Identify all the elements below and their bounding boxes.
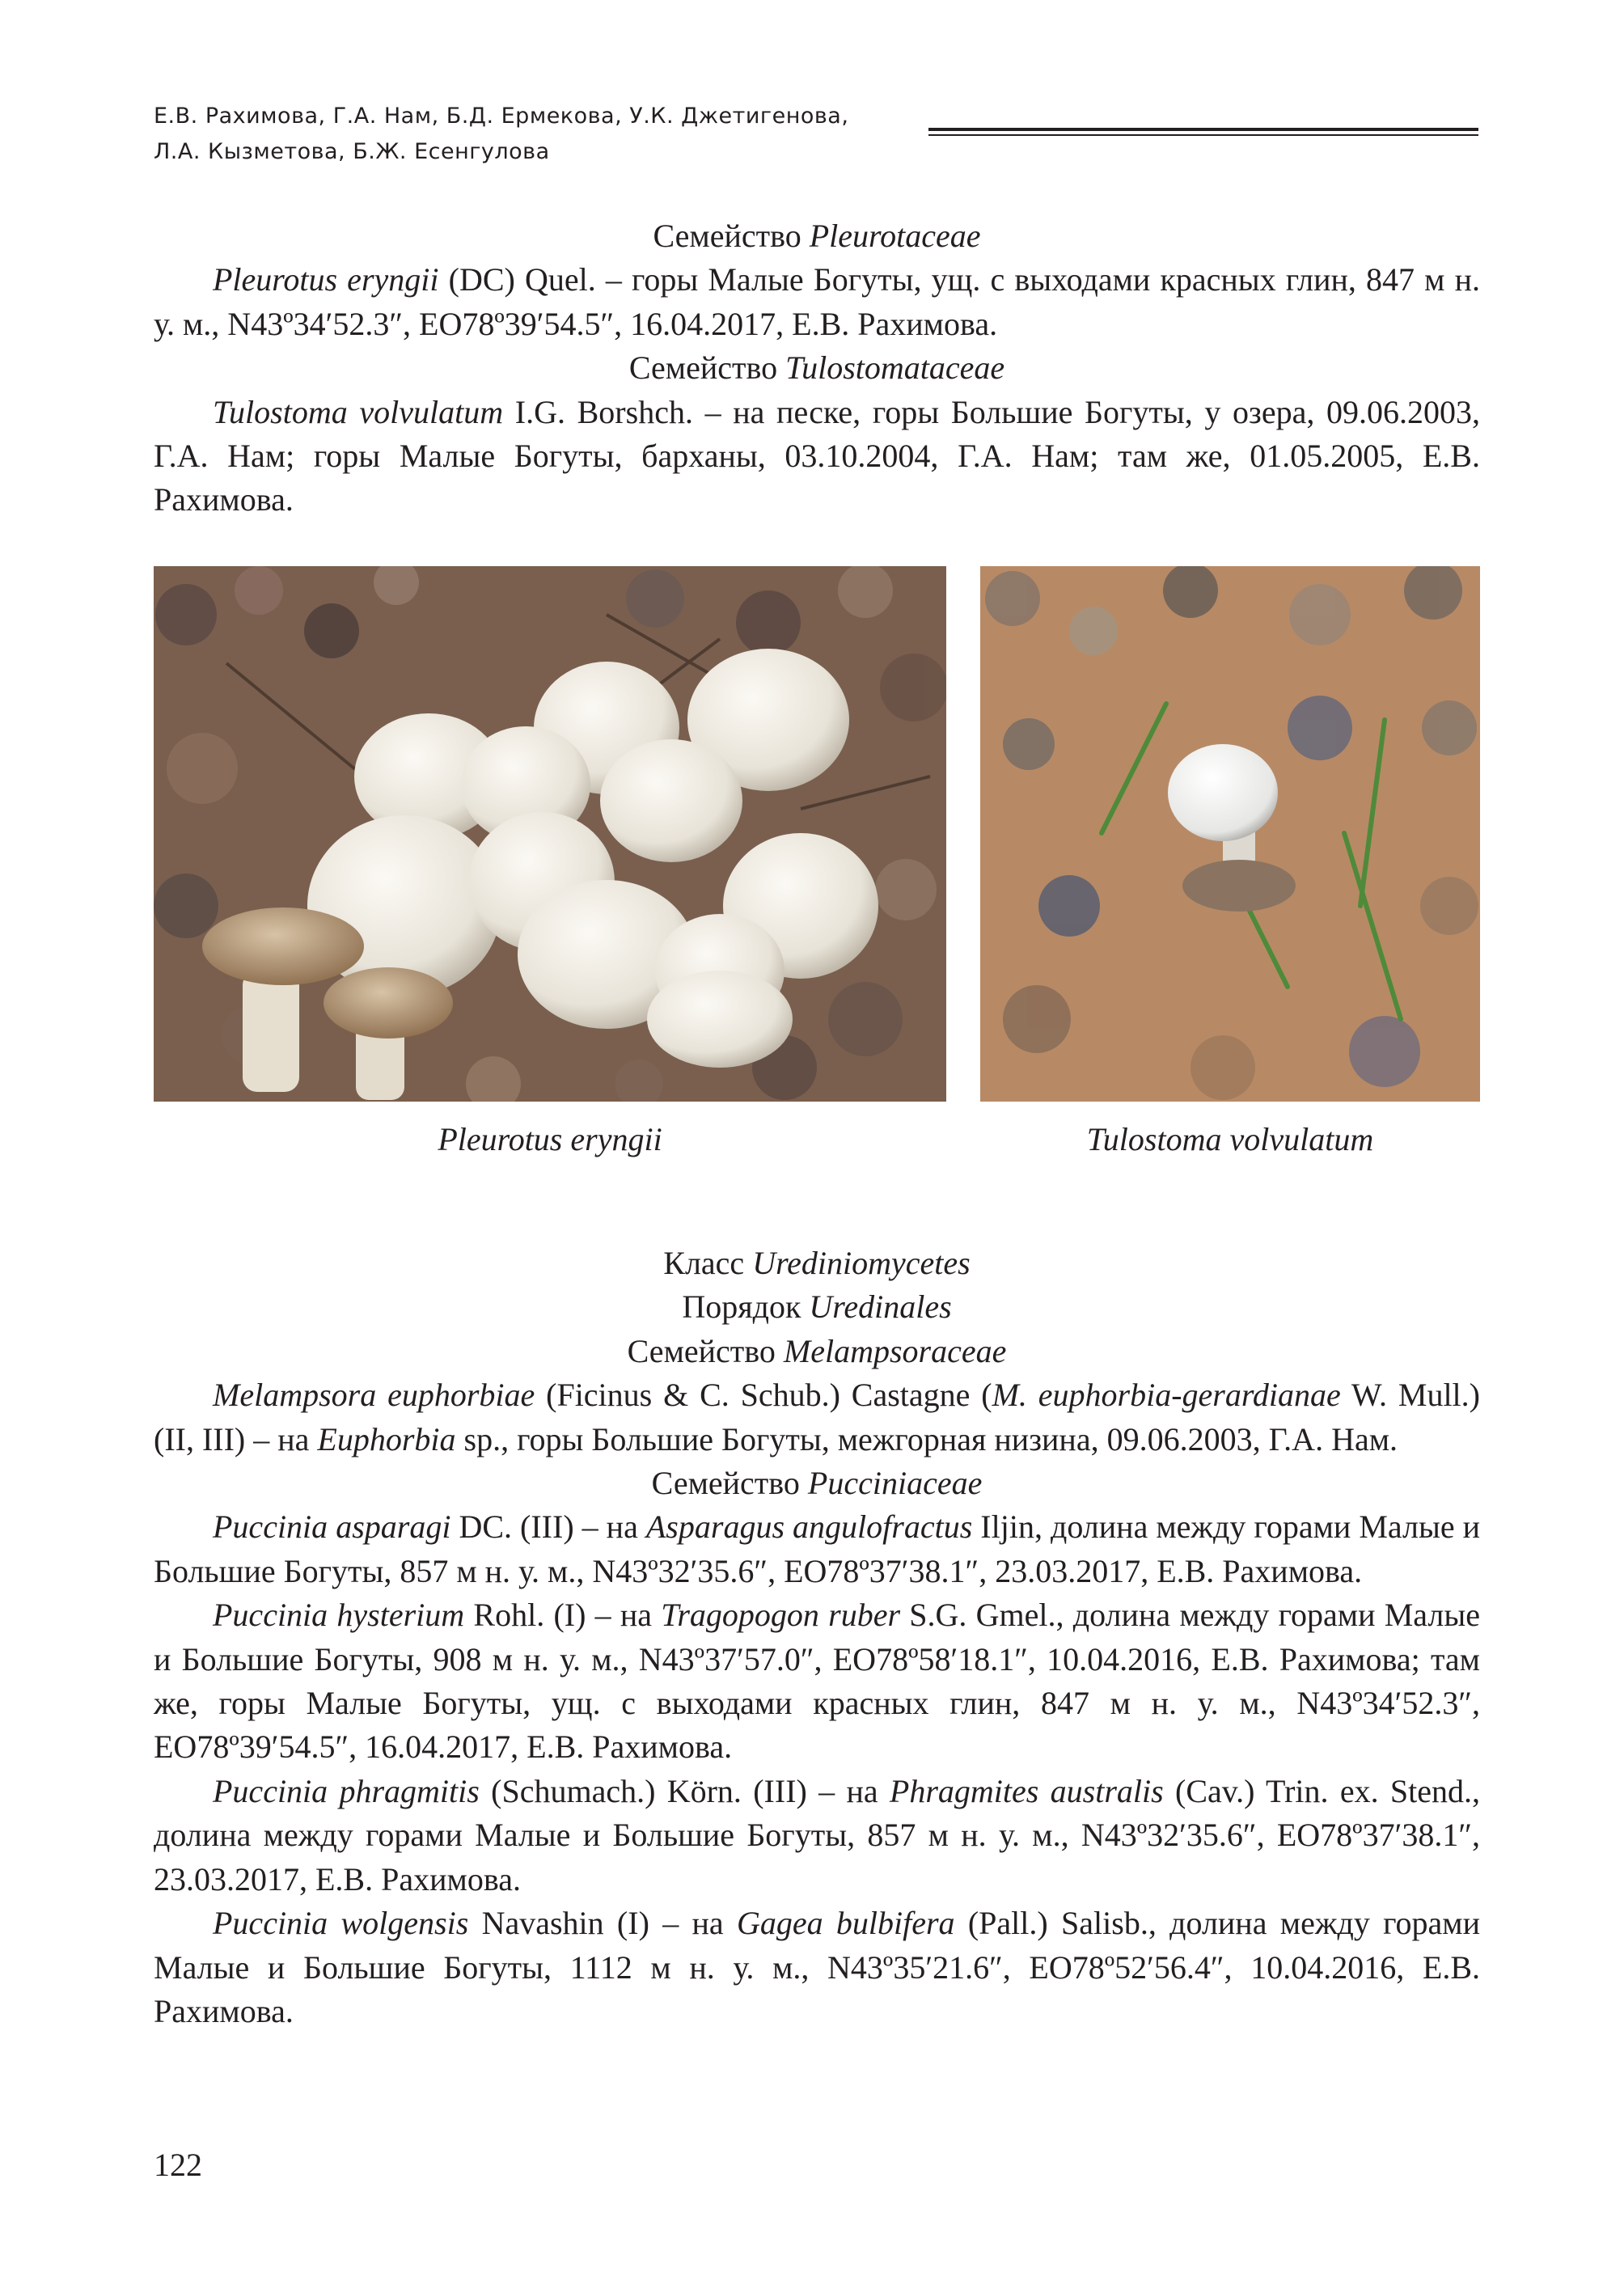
order-word: Порядок [682,1288,801,1326]
species-entry-pleurotus-eryngii [154,258,1480,346]
species-author: Navashin (I) – на [468,1905,737,1942]
section-urediniomycetes [154,1242,1480,2033]
species-author: (Ficinus & C. Schub.) Castagne ( [535,1377,992,1414]
header-rule-thick [928,128,1478,131]
species-name: Pleurotus eryngii [213,261,439,298]
class-heading [154,1242,1480,1285]
species-text: (Pall.) Salisb., долина между горами Малые и Большие Богуты, 1112 м н. у. м., N43º35′21.6″, EO78º52′56.4″, 10.04.2016, Е.В. Рахимова. [154,1905,1480,2029]
species-text: sp., горы Большие Богуты, межгорная низина, 09.06.2003, Г.А. Нам. [455,1420,1398,1457]
page-number: 122 [154,2147,202,2183]
family-heading-tulostomataceae [154,346,1480,390]
class-name: Urediniomycetes [752,1245,971,1281]
species-name: Puccinia hysterium [213,1597,465,1634]
species-author: DC. (III) – на [450,1508,646,1546]
species-text: (Cav.) Trin. ex. Stend., долина между горами Малые и Большие Богуты, 857 м н. у. м., N43º32′35.6″, EO78º37′38.1″, 23.03.2017, Е.В. Рахимова. [154,1772,1480,1897]
species-name: Puccinia wolgensis [213,1905,469,1942]
family-word: Семейство [627,1332,776,1369]
puffball-illustration [980,566,1480,1102]
species-name: Melampsora euphorbiae [213,1377,535,1414]
running-head-authors-line2: Л.А. Кызметова, Б.Ж. Есенгулова [154,139,550,164]
section-pleurotaceae-tulostomataceae [154,214,1480,522]
species-text: Iljin, долина между горами Малые и Большие Богуты, 857 м н. у. м., N43º32′35.6″, EO78º37′38.1″, 23.03.2017, Е.В. Рахимова. [154,1508,1481,1589]
species-entry-puccinia-phragmitis [154,1770,1480,1902]
species-text: I.G. Borshch. – на песке, горы Большие Богуты, у озера, 09.06.2003, Г.А. Нам; горы Малые Богуты, барханы, 03.10.2004, Г.А. Нам; там же, 01.05.2005, Е.В. Рахимова. [154,393,1481,518]
photo-tulostoma-volvulatum [980,566,1480,1102]
species-entry-puccinia-hysterium [154,1593,1480,1770]
host-name: Tragopogon ruber [661,1597,901,1634]
host-name: Gagea bulbifera [736,1905,955,1942]
family-word: Семейство [651,1465,800,1502]
family-heading-pucciniaceae [154,1462,1480,1505]
species-name: Puccinia phragmitis [213,1772,480,1809]
species-author: (Schumach.) Körn. (III) – на [479,1772,890,1809]
species-text: S.G. Gmel., долина между горами Малые и Большие Богуты, 908 м н. у. м., N43º37′57.0″, EO78º58′18.1″, 10.04.2016, Е.В. Рахимова; там же, горы Малые Богуты, ущ. с выходами красных глин, 847 м н. у. м., N43º34′52.3″, EO78º39′54.5″, 16.04.2017, Е.В. Рахимова. [154,1597,1480,1766]
species-synonym: M. euphorbia-gerardianae [992,1377,1341,1414]
species-entry-puccinia-wolgensis [154,1902,1480,2033]
family-name: Pucciniaceae [807,1465,983,1502]
photo-pleurotus-eryngii [154,566,946,1102]
family-heading-melampsoraceae [154,1330,1480,1373]
order-name: Uredinales [809,1288,952,1326]
host-name: Phragmites australis [889,1772,1164,1809]
species-entry-puccinia-asparagi [154,1505,1480,1593]
family-name: Pleurotaceae [809,218,981,254]
species-author: Rohl. (I) – на [464,1597,662,1634]
family-heading-pleurotaceae [154,214,1480,258]
family-name: Melampsoraceae [783,1332,1007,1369]
species-name: Tulostoma volvulatum [213,393,504,430]
family-word: Семейство [653,218,801,254]
synonym-author: W. Mull.) (II, III) – на [154,1377,1480,1457]
species-entry-melampsora-euphorbiae [154,1373,1480,1462]
species-name: Puccinia asparagi [213,1508,451,1546]
class-word: Класс [663,1245,745,1281]
figure-caption-left: Pleurotus eryngii [438,1121,662,1157]
family-name: Tulostomataceae [785,349,1005,387]
header-rule-thin [928,134,1478,136]
species-entry-tulostoma-volvulatum [154,391,1480,522]
order-heading [154,1285,1480,1329]
mushroom-cluster-illustration [154,566,946,1102]
host-name: Asparagus angulofractus [645,1508,973,1546]
species-text: (DC) Quel. – горы Малые Богуты, ущ. с выходами красных глин, 847 м н. у. м., N43º34′52.3″, EO78º39′54.5″, 16.04.2017, Е.В. Рахимова. [154,261,1480,342]
host-name: Euphorbia [317,1420,456,1457]
figure-caption-right: Tulostoma volvulatum [1086,1121,1374,1157]
running-head [154,99,848,170]
family-word: Семейство [628,349,778,387]
running-head-authors-line1: Е.В. Рахимова, Г.А. Нам, Б.Д. Ермекова, У.К. Джетигенова, [154,104,849,129]
